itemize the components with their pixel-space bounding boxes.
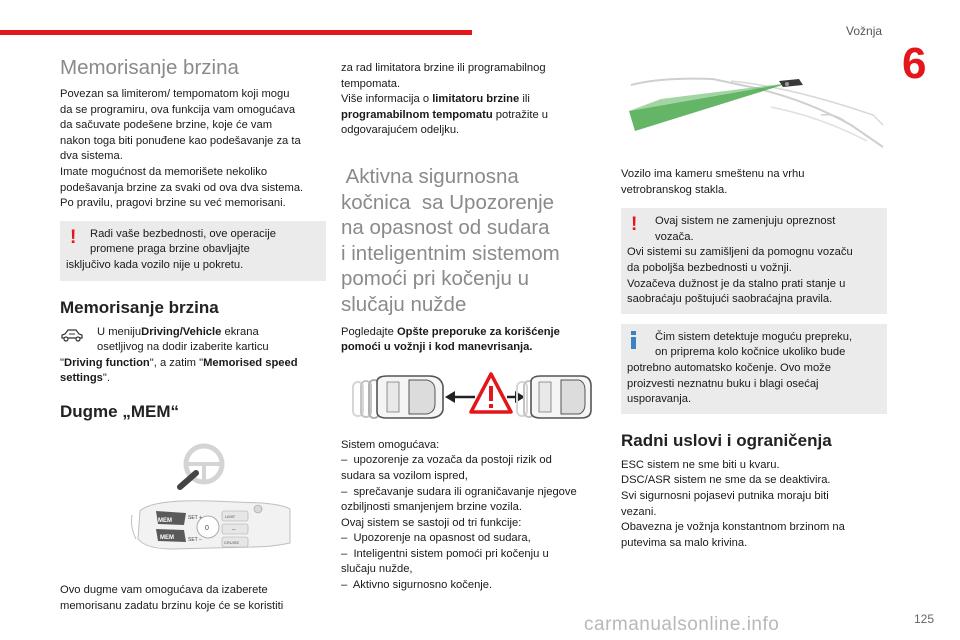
text-line: Ovaj sistem se sastoji od tri funkcije:	[341, 516, 522, 529]
text-line: da poboljša bezbednosti u vožnji.	[627, 261, 792, 274]
text: ekrana	[221, 325, 259, 338]
text: ".	[102, 372, 110, 385]
text-line: isključivo kada vozilo nije u pokretu.	[66, 258, 244, 271]
text-line: odgovarajućem odeljku.	[341, 124, 460, 137]
text-line: vetrobranskog stakla.	[621, 183, 728, 196]
text-line	[60, 371, 326, 387]
stalk-body	[132, 501, 291, 549]
mem-bottom-label: MEM	[160, 534, 174, 541]
option-name: Memorised speed	[203, 356, 298, 369]
mem-description	[60, 583, 326, 614]
text-line: usporavanja.	[627, 393, 692, 406]
text: .	[529, 341, 533, 354]
text-line: sudara sa vozilom ispred,	[341, 469, 468, 482]
heading-line: pomoći pri kočenju u	[341, 267, 530, 291]
camera-description	[621, 167, 887, 198]
text-line: – sprečavanje sudara ili ograničavanje njegove	[341, 485, 577, 498]
option-name: settings	[60, 372, 103, 385]
text-line: tempomata.	[341, 77, 401, 90]
zero-label: 0	[205, 524, 209, 532]
warning-box	[621, 208, 887, 314]
heading-aktivna-sigurnosna-kocnica	[341, 164, 603, 318]
text-line: osetljivog na dodir izaberite karticu	[97, 341, 269, 354]
menu-instructions	[60, 325, 326, 387]
text-line: Sistem omogućava:	[341, 438, 440, 451]
text: ili	[519, 93, 530, 106]
tab-name: Driving function	[63, 356, 150, 369]
text-line: – upozorenje za vozača da postoji rizik od	[341, 454, 552, 467]
cross-reference: limitatoru brzine	[432, 93, 520, 106]
column-1	[60, 55, 326, 614]
text-line: Vozačeva dužnost je da stalno prati stanje u	[627, 277, 846, 290]
heading-line: na opasnost od sudara	[341, 216, 550, 240]
car-icon	[60, 328, 84, 342]
text-line: memorisanu zadatu brzinu koje će se koristiti	[60, 599, 284, 612]
section-title: Vožnja	[846, 24, 883, 38]
info-box	[621, 324, 887, 414]
text-line: za rad limitatora brzine ili programabilnog	[341, 62, 546, 74]
rear-car-icon	[353, 376, 443, 418]
text-line: ESC sistem ne sme biti u kvaru.	[621, 458, 780, 471]
text: potražite u	[492, 108, 549, 121]
reference-paragraph	[341, 325, 603, 356]
heading-radni-uslovi: Radni uslovi i ograničenja	[621, 430, 832, 450]
text-line	[341, 108, 603, 124]
text-line: nakon toga biti ponuđene kao podešavanje za ta	[60, 134, 301, 147]
text-line: Čim sistem detektuje moguću prepreku,	[655, 330, 853, 343]
cross-reference: Opšte preporuke za korišćenje	[396, 325, 560, 338]
text-line: ozbiljnosti smanjenjem brzine vozila.	[341, 501, 522, 514]
text-line: Ovaj sistem ne zamenjuju opreznost	[655, 215, 836, 228]
text-line	[60, 325, 326, 341]
dash-label: –	[232, 526, 236, 533]
front-car-icon	[517, 376, 591, 418]
text-line	[341, 340, 603, 356]
top-accent-bar	[0, 30, 472, 35]
set-minus-label: SET –	[188, 536, 202, 543]
text-line: Vozilo ima kameru smeštenu na vrhu	[621, 168, 805, 180]
chapter-number: 6	[902, 39, 927, 88]
mem-top-label: MEM	[158, 517, 172, 524]
steering-wheel-icon	[180, 446, 222, 487]
system-description	[341, 438, 603, 594]
warning-icon: !	[631, 214, 638, 236]
text-line	[341, 92, 603, 108]
text-line: Obavezna je vožnja konstantnom brzinom na	[621, 521, 845, 534]
cruise-stalk-illustration	[112, 429, 302, 579]
camera-icon	[779, 79, 803, 87]
heading-line: i inteligentnim sistemom	[341, 241, 560, 265]
windshield-camera-illustration	[621, 55, 887, 155]
cross-reference: pomoći u vožnji i kod manevrisanja	[341, 341, 530, 354]
heading-memorisanje-brzina-sub: Memorisanje brzina	[60, 297, 219, 317]
text: Pogledajte	[341, 325, 397, 338]
text-line: Svi sigurnosni pojasevi putnika moraju biti	[621, 489, 829, 502]
text-line: vezani.	[621, 505, 657, 518]
text-line: Povezan sa limiterom/ tempomatom koji mogu	[60, 88, 290, 100]
text-line: promene praga brzine obavljajte	[90, 243, 250, 256]
text-line: Ovi sistemi su zamišljeni da pomognu vozaču	[627, 246, 853, 259]
text-line: DSC/ASR sistem ne sme da se deaktivira.	[621, 474, 831, 487]
menu-name: Driving/Vehicle	[141, 325, 222, 338]
text-line: proizvesti neznatnu buku i blagi osećaj	[627, 377, 819, 390]
text-line: putevima sa malo krivina.	[621, 536, 748, 549]
heading-memorisanje-brzina: Memorisanje brzina	[60, 56, 239, 79]
text-line: – Inteligentni sistem pomoći pri kočenju u	[341, 547, 549, 560]
camera-beam	[629, 83, 789, 131]
set-plus-label: SET +	[188, 514, 202, 521]
text-line: on priprema kolo kočnice ukoliko bude	[655, 346, 846, 359]
text-line: da sačuvate podešene brzine, koje će vam	[60, 119, 273, 132]
warning-box	[60, 221, 326, 281]
column-2	[341, 55, 603, 594]
heading-line: Aktivna sigurnosna	[341, 164, 519, 188]
page-number: 125	[914, 612, 935, 626]
column-3	[621, 55, 887, 551]
text-line: – Aktivno sigurnosno kočenje.	[341, 579, 493, 592]
text: Više informacija o	[341, 93, 433, 106]
heading-dugme-mem: Dugme „MEM“	[60, 401, 179, 421]
text-line: dva sistema.	[60, 150, 123, 163]
warning-icon: !	[70, 226, 77, 248]
text-line: Radi vaše bezbednosti, ove operacije	[90, 227, 276, 240]
text: ", a zatim "	[149, 356, 204, 369]
text-line: – Upozorenje na opasnost od sudara,	[341, 532, 531, 545]
limit-label: LIMIT	[225, 513, 236, 519]
text: "	[60, 356, 64, 369]
text-line: potrebno automatsko kočenje. Ovo može	[627, 361, 831, 374]
text-line: Po pravilu, pragovi brzine su već memorisani.	[60, 197, 286, 210]
heading-line: kočnica sa Upozorenje	[341, 190, 555, 214]
collision-warning-illustration	[347, 370, 593, 424]
watermark: carmanualsonline.info	[584, 614, 780, 635]
text-line: vozača.	[655, 230, 694, 243]
text-line: saobraćaju poštujući saobraćajna pravila.	[627, 293, 833, 306]
text-line: Imate mogućnost da memorišete nekoliko	[60, 165, 268, 178]
text-line	[60, 356, 326, 372]
text-line: Ovo dugme vam omogućava da izaberete	[60, 583, 268, 596]
heading-line: slučaju nužde	[341, 292, 467, 316]
text-line: slučaju nužde,	[341, 563, 413, 576]
cross-reference: programabilnom tempomatu	[341, 108, 493, 121]
continued-paragraph	[341, 61, 603, 139]
conditions-paragraph	[621, 458, 887, 552]
text: U meniju	[97, 325, 142, 338]
text-line: da se programiru, ova funkcija vam omogućava	[60, 103, 296, 116]
text-line: podešavanja brzine za svaki od ova dva sistema.	[60, 181, 304, 194]
warning-triangle-icon	[471, 374, 511, 412]
intro-paragraph	[60, 87, 326, 212]
text-line	[341, 325, 603, 341]
cruise-label: CRUISE	[224, 539, 240, 545]
